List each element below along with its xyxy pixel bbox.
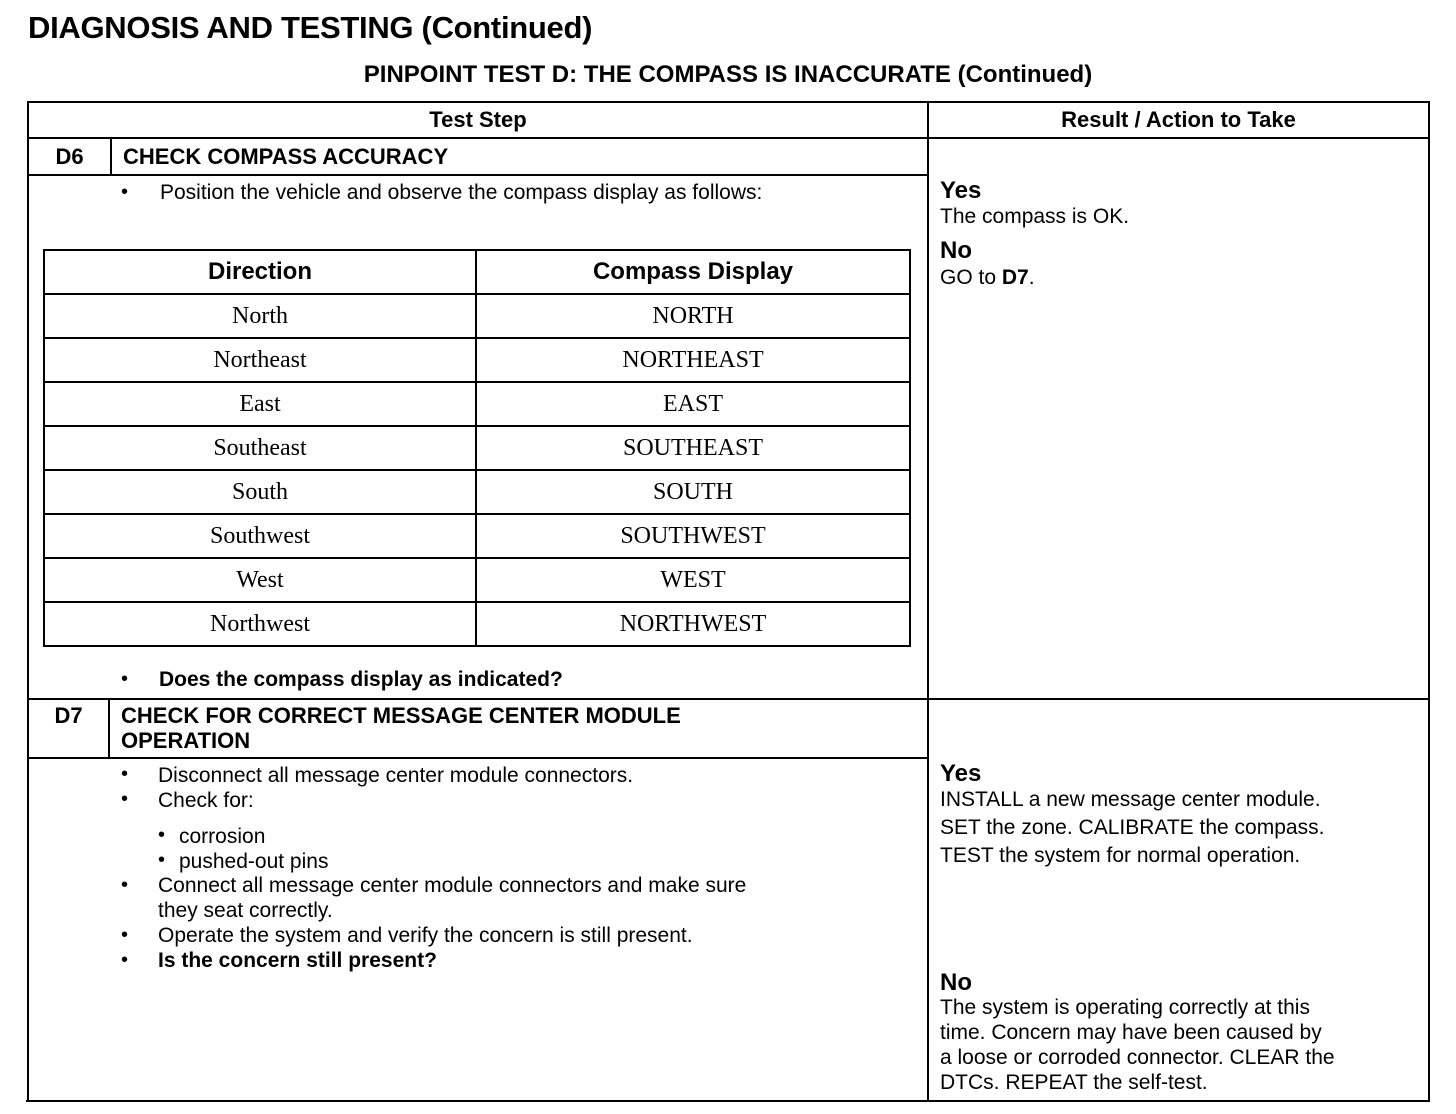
compass-display-cell: WEST bbox=[660, 567, 726, 593]
bullet-icon: • bbox=[121, 874, 129, 896]
compass-display-cell: NORTHEAST bbox=[622, 347, 764, 373]
direction-column-header: Direction bbox=[207, 258, 312, 285]
d6-title-bottom-border bbox=[28, 174, 929, 176]
d7-no-line: a loose or corroded connector. CLEAR the bbox=[940, 1046, 1335, 1069]
d7-id-divider bbox=[108, 698, 110, 758]
d6-no-label: No bbox=[940, 237, 972, 264]
direction-cell: South bbox=[231, 479, 288, 505]
direction-cell: Northeast bbox=[213, 347, 307, 373]
step-d7-id: D7 bbox=[54, 703, 83, 728]
d6-question: Does the compass display as indicated? bbox=[159, 668, 563, 691]
d7-yes-line: SET the zone. CALIBRATE the compass. bbox=[940, 816, 1325, 839]
d7-sub-bullet: pushed-out pins bbox=[179, 850, 329, 873]
d7-no-line: time. Concern may have been caused by bbox=[940, 1021, 1322, 1044]
d6-id-divider bbox=[110, 137, 112, 175]
bullet-icon: • bbox=[121, 763, 129, 785]
d7-yes-line: TEST the system for normal operation. bbox=[940, 844, 1301, 867]
d6-d7-divider bbox=[28, 698, 1430, 700]
d6-instruction: Position the vehicle and observe the compass display as follows: bbox=[160, 181, 763, 204]
d6-no-text bbox=[940, 265, 1035, 290]
bullet-icon: • bbox=[121, 181, 129, 203]
result-header: Result / Action to Take bbox=[1061, 107, 1296, 132]
step-d7-title-line-1: CHECK FOR CORRECT MESSAGE CENTER MODULE bbox=[121, 703, 681, 728]
pinpoint-test-title: PINPOINT TEST D: THE COMPASS IS INACCURATE (Continued) bbox=[363, 61, 1093, 88]
d7-sub-bullet: corrosion bbox=[179, 825, 266, 848]
d7-yes-text bbox=[940, 786, 1324, 870]
d6-yes-label: Yes bbox=[940, 177, 982, 204]
d7-question: Is the concern still present? bbox=[158, 949, 437, 972]
direction-cell: East bbox=[239, 391, 281, 417]
column-divider bbox=[927, 101, 929, 1102]
direction-cell: North bbox=[232, 303, 288, 329]
direction-cell: Northwest bbox=[210, 611, 310, 637]
bullet-icon: • bbox=[121, 788, 129, 810]
bullet-icon: • bbox=[121, 668, 129, 690]
direction-cell: Southeast bbox=[213, 435, 307, 461]
d6-no-text-suffix: . bbox=[1028, 266, 1035, 289]
bullet-icon: • bbox=[121, 924, 129, 946]
compass-display-cell: NORTH bbox=[652, 303, 734, 329]
d7-no-line: The system is operating correctly at this bbox=[940, 996, 1310, 1019]
d7-bullet: Operate the system and verify the concern is still present. bbox=[158, 924, 693, 947]
bullet-icon: • bbox=[158, 849, 166, 871]
compass-display-cell: NORTHWEST bbox=[619, 611, 767, 637]
direction-cell: West bbox=[236, 567, 284, 593]
d7-yes-label: Yes bbox=[940, 760, 982, 787]
d6-yes-text: The compass is OK. bbox=[940, 205, 1130, 228]
d7-bullet: Disconnect all message center module connectors. bbox=[158, 764, 634, 787]
table-right-border bbox=[1428, 101, 1430, 1102]
d6-no-text-prefix: GO to bbox=[940, 266, 1002, 289]
direction-cell: Southwest bbox=[209, 523, 310, 549]
d7-title-bottom-border bbox=[28, 757, 929, 759]
table-bottom-border bbox=[26, 1100, 1430, 1102]
bullet-icon: • bbox=[158, 824, 166, 846]
header-bottom-border bbox=[28, 137, 1430, 139]
compass-display-cell: EAST bbox=[663, 391, 723, 417]
bullet-icon: • bbox=[121, 949, 129, 971]
compass-table-border bbox=[909, 249, 911, 647]
d7-yes-line: INSTALL a new message center module. bbox=[940, 788, 1321, 811]
d7-bullet: Connect all message center module connectors and make sure bbox=[158, 874, 747, 897]
d7-bullet: Check for: bbox=[158, 789, 254, 812]
d7-no-text bbox=[940, 995, 1335, 1095]
step-d6-title: CHECK COMPASS ACCURACY bbox=[123, 144, 449, 169]
compass-display-cell: SOUTHEAST bbox=[622, 435, 763, 461]
d7-no-line: DTCs. REPEAT the self-test. bbox=[940, 1071, 1208, 1094]
step-d6-id: D6 bbox=[55, 144, 84, 169]
page-title: DIAGNOSIS AND TESTING (Continued) bbox=[28, 10, 593, 45]
step-d7-title-line-2: OPERATION bbox=[121, 728, 251, 753]
compass-display-cell: SOUTHWEST bbox=[620, 523, 766, 549]
test-step-header: Test Step bbox=[429, 107, 527, 132]
d7-no-label: No bbox=[940, 969, 972, 996]
table-top-border bbox=[28, 101, 1430, 103]
d7-step-reference: D7 bbox=[1001, 266, 1029, 289]
compass-display-cell: SOUTH bbox=[652, 479, 733, 505]
d7-bullet-continuation: they seat correctly. bbox=[158, 899, 333, 922]
compass-display-column-header: Compass Display bbox=[592, 258, 794, 285]
table-left-border bbox=[27, 101, 29, 1102]
step-d7-title bbox=[121, 703, 681, 753]
